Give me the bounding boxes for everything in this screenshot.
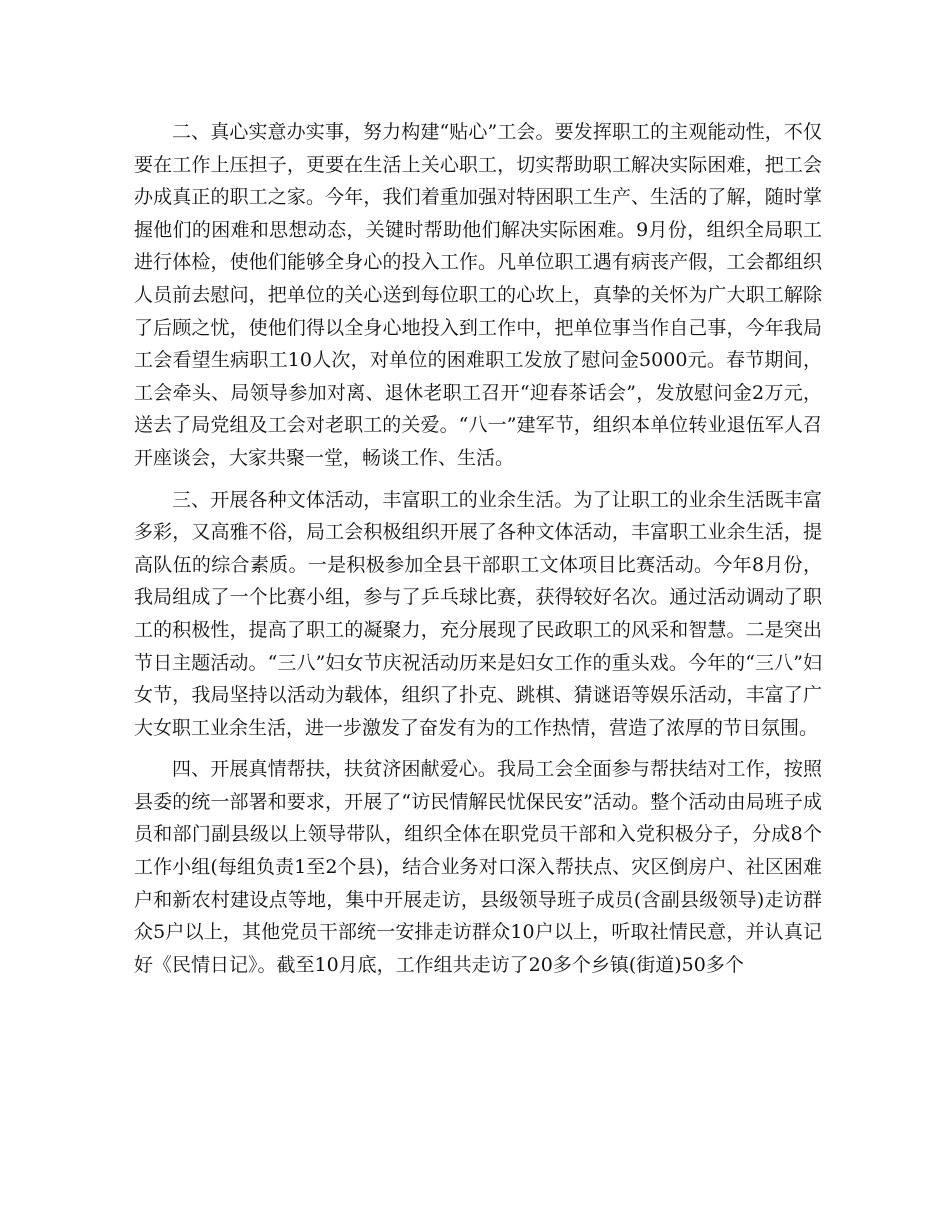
paragraph-care-for-workers: 二、真心实意办实事，努力构建“贴心”工会。要发挥职工的主观能动性，不仅要在工作上压担子，更要在生活上关心职工，切实帮助职工解决实际困难，把工会办成真正的职工之家。今年，我们着重加强对特困职工生产、生活的了解，随时掌握他们的困难和思想动态，关键时帮助他们解决实际困难。9月份，组织全局职工进行体检，使他们能够全身心的投入工作。凡单位职工遇有病丧产假，工会都组织人员前去慰问，把单位的关心送到每位职工的心坎上，真挚的关怀为广大职工解除了后顾之忧，使他们得以全身心地投入到工作中，把单位事当作自己事，今年我局工会看望生病职工10人次，对单位的困难职工发放了慰问金5000元。春节期间，工会牵头、局领导参加对离、退休老职工召开“迎春茶话会”，发放慰问金2万元，送去了局党组及工会对老职工的关爱。“八一”建军节，组织本单位转业退伍军人召开座谈会，大家共聚一堂，畅谈工作、生活。: [134, 121, 822, 469]
paragraph-cultural-activities: 三、开展各种文体活动，丰富职工的业余生活。为了让职工的业余生活既丰富多彩，又高雅不俗，局工会积极组织开展了各种文体活动，丰富职工业余生活，提高队伍的综合素质。一是积极参加全县干部职工文体项目比赛活动。今年8月份，我局组成了一个比赛小组，参与了乒乓球比赛，获得较好名次。通过活动调动了职工的积极性，提高了职工的凝聚力，充分展现了民政职工的风采和智慧。二是突出节日主题活动。“三八”妇女节庆祝活动历来是妇女工作的重头戏。今年的“三八”妇女节，我局坚持以活动为载体，组织了扑克、跳棋、猜谜语等娱乐活动，丰富了广大女职工业余生活，进一步激发了奋发有为的工作热情，营造了浓厚的节日氛围。: [134, 488, 822, 739]
paragraph-poverty-assistance: 四、开展真情帮扶，扶贫济困献爱心。我局工会全面参与帮扶结对工作，按照县委的统一部署和要求，开展了“访民情解民忧保民安”活动。整个活动由局班子成员和部门副县级以上领导带队，组织全体在职党员干部和入党积极分子，分成8个工作小组(每组负责1至2个县)，结合业务对口深入帮扶点、灾区倒房户、社区困难户和新农村建设点等地，集中开展走访，县级领导班子成员(含副县级领导)走访群众5户以上，其他党员干部统一安排走访群众10户以上，听取社情民意，并认真记好《民情日记》。截至10月底，工作组共走访了20多个乡镇(街道)50多个: [134, 758, 822, 976]
document-body: [134, 116, 822, 981]
paragraph-gap: [134, 475, 822, 484]
paragraph-gap: [134, 744, 822, 753]
